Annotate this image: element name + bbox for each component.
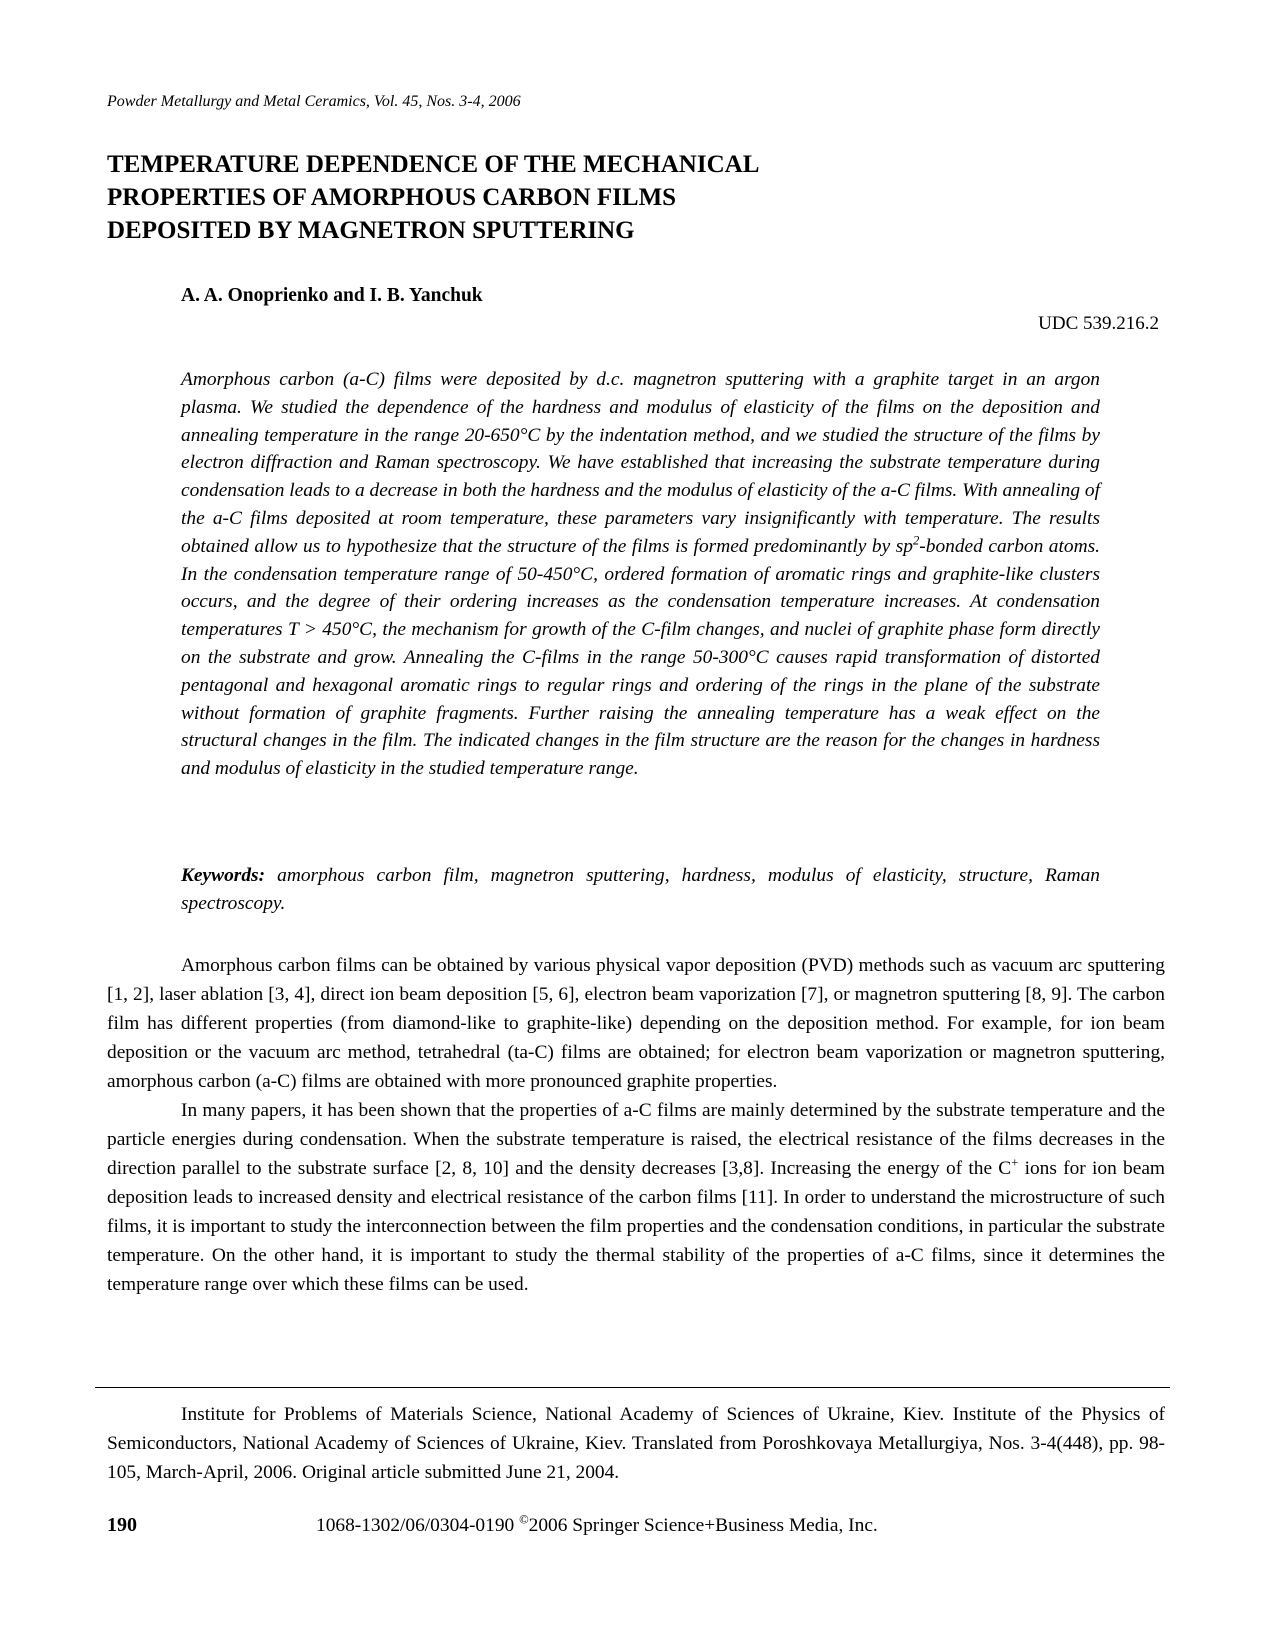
keywords	[181, 862, 1100, 918]
authors: A. A. Onoprienko and I. B. Yanchuk	[181, 285, 483, 306]
affiliation-footnote: Institute for Problems of Materials Science, National Academy of Sciences of Ukraine, Kiev. Institute of the Physics of Semiconductors, National Academy of Sciences of Ukraine, Kiev. Translated from Poroshkovaya Metallurgiya, Nos. 3-4(448), pp. 98-105, March-April, 2006. Original article submitted June 21, 2004.	[107, 1404, 1165, 1483]
body-paragraph: Amorphous carbon films can be obtained by various physical vapor deposition (PVD) methods such as vacuum arc sputtering [1, 2], laser ablation [3, 4], direct ion beam deposition [5, 6], electron beam vaporization [7], or magnetron sputtering [8, 9]. The carbon film has different properties (from diamond-like to graphite-like) depending on the deposition method. For example, for ion beam deposition or the vacuum arc method, tetrahedral (ta-C) films are obtained; for electron beam vaporization or magnetron sputtering, amorphous carbon (a-C) films are obtained with more pronounced graphite properties.	[107, 955, 1165, 1092]
superscript: 2	[912, 533, 920, 548]
body-text	[107, 951, 1165, 1299]
udc-code: UDC 539.216.2	[1038, 313, 1159, 334]
journal-header: Powder Metallurgy and Metal Ceramics, Vol. 45, Nos. 3-4, 2006	[107, 93, 521, 110]
superscript: +	[1011, 1155, 1019, 1170]
body-paragraph	[107, 1096, 1165, 1299]
abstract-text: Amorphous carbon (a-C) films were deposited by d.c. magnetron sputtering with a graphite target in an argon plasma. We studied the dependence of the hardness and modulus of elasticity of the films on the deposition and annealing temperature in the range 20-650°C by the indentation method, and we studied the structure of the films by electron diffraction and Raman spectroscopy. We have established that increasing the substrate temperature during condensation leads to a decrease in both the hardness and the modulus of elasticity of the a-C films. With annealing of the a-C films deposited at room temperature, these parameters vary insignificantly with temperature. The results obtained allow us to hypothesize that the structure of the films is formed predominantly by sp	[181, 369, 1100, 557]
page-number: 190	[107, 1514, 137, 1536]
title-line: TEMPERATURE DEPENDENCE OF THE MECHANICAL	[107, 151, 760, 178]
title-line: PROPERTIES OF AMORPHOUS CARBON FILMS	[107, 184, 677, 211]
copyright-line	[316, 1512, 878, 1537]
paragraph-text: ions for ion beam deposition leads to increased density and electrical resistance of the carbon films [11]. In order to understand the microstructure of such films, it is important to study the interconnection between the film properties and the condensation conditions, in particular the substrate temperature. On the other hand, it is important to study the thermal stability of the properties of a-C films, since it determines the temperature range over which these films can be used.	[107, 1158, 1166, 1295]
article-title	[107, 148, 1007, 247]
copyright-symbol: ©	[519, 1512, 529, 1527]
copyright-text: 2006 Springer Science+Business Media, Inc.	[528, 1515, 878, 1536]
footnote-divider	[95, 1387, 1170, 1388]
abstract-text: -bonded carbon atoms. In the condensation temperature range of 50-450°C, ordered formation of aromatic rings and graphite-like clusters occurs, and the degree of their ordering increases as the condensation temperature increases. At condensation temperatures T > 450°C, the mechanism for growth of the C-film changes, and nuclei of graphite phase form directly on the substrate and grow. Annealing the C-films in the range 50-300°C causes rapid transformation of distorted pentagonal and hexagonal aromatic rings to regular rings and ordering of the rings in the plane of the substrate without formation of graphite fragments. Further raising the annealing temperature has a weak effect on the structural changes in the film. The indicated changes in the film structure are the reason for the changes in hardness and modulus of elasticity in the studied temperature range.	[181, 535, 1100, 780]
abstract	[181, 366, 1100, 783]
keywords-label: Keywords:	[181, 865, 266, 886]
keywords-text: amorphous carbon film, magnetron sputtering, hardness, modulus of elasticity, structure, Raman spectroscopy.	[181, 865, 1100, 914]
doi-code: 1068-1302/06/0304-0190	[316, 1515, 520, 1536]
title-line: DEPOSITED BY MAGNETRON SPUTTERING	[107, 217, 635, 244]
paragraph-text: In many papers, it has been shown that the properties of a-C films are mainly determined by the substrate temperature and the particle energies during condensation. When the substrate temperature is raised, the electrical resistance of the films decreases in the direction parallel to the substrate surface [2, 8, 10] and the density decreases [3,8]. Increasing the energy of the C	[107, 1100, 1165, 1179]
